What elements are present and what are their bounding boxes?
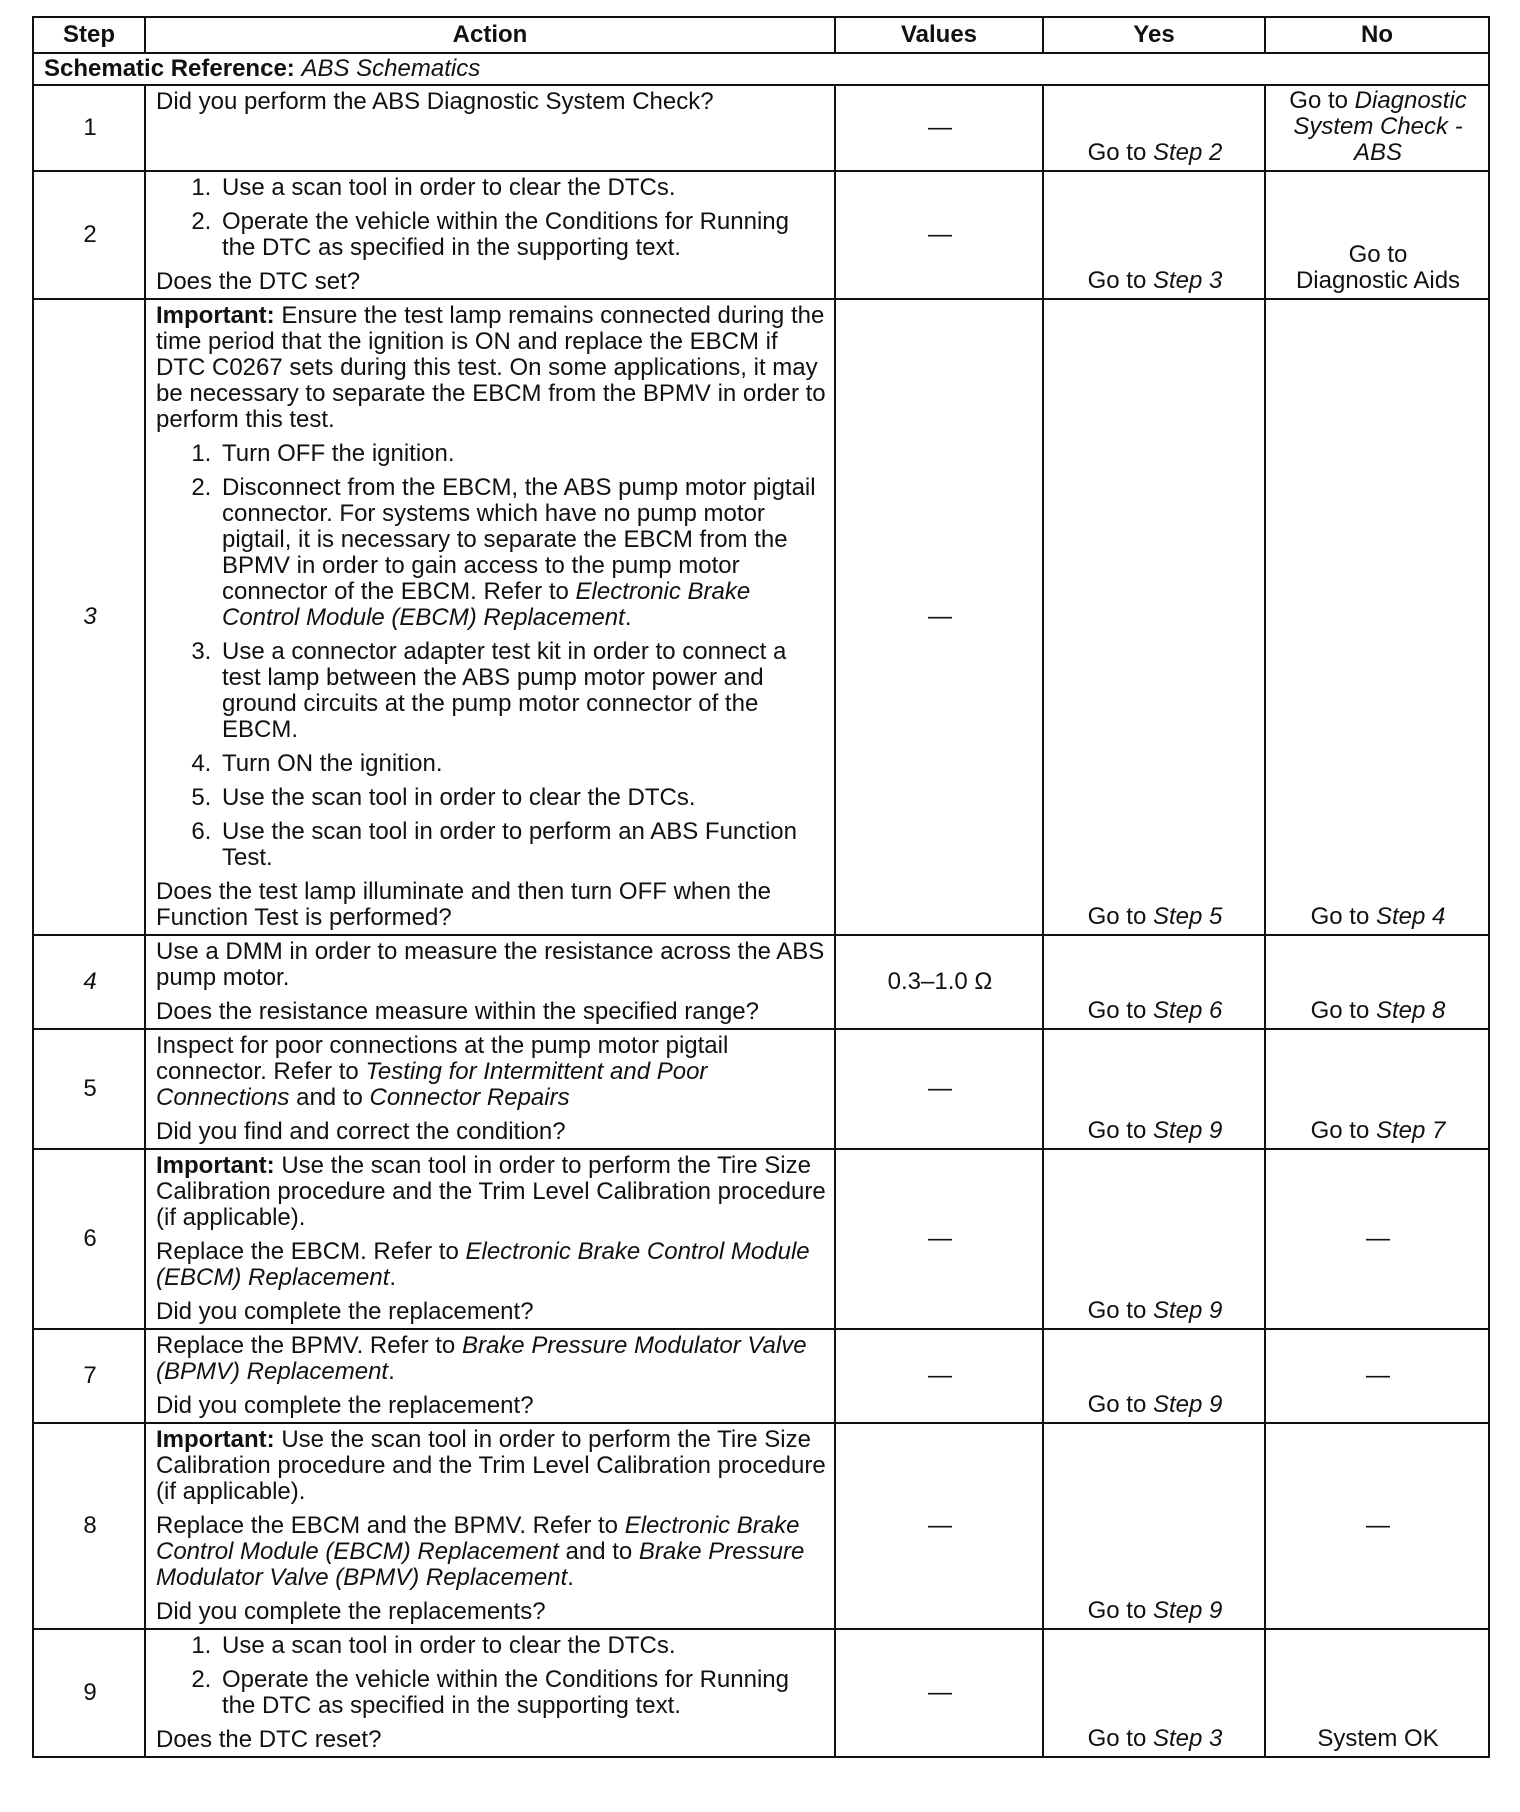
action-cell: [145, 299, 835, 935]
table-row: [33, 1329, 1489, 1423]
go-to-label: Go to: [1087, 997, 1147, 1024]
yes-cell: [1043, 171, 1265, 299]
header-row: [33, 17, 1489, 53]
no-step-link[interactable]: Step 4: [1375, 903, 1446, 930]
go-to-label: Go to: [1087, 903, 1147, 930]
procedure-item: 2. Operate the vehicle within the Conditions for Running the DTC as specified in the supporting text.: [218, 209, 826, 261]
question-text: Did you find and correct the condition?: [156, 1118, 566, 1145]
action-text: Replace the EBCM. Refer to Electronic Brake Control Module (EBCM) Replacement.: [156, 1238, 810, 1291]
table-row: [33, 299, 1489, 935]
yes-step-link[interactable]: Step 9: [1152, 1117, 1223, 1144]
value-cell: —: [835, 1629, 1043, 1757]
action-text: Replace the EBCM and the BPMV. Refer to Electronic Brake Control Module (EBCM) Replacement and to Brake Pressure Modulator Valve (BPMV) Replacement.: [156, 1512, 805, 1591]
important-label: Important:: [156, 1152, 275, 1179]
table-row: [33, 1629, 1489, 1757]
schematic-reference: [33, 53, 1489, 85]
reference-link[interactable]: Electronic Brake Control Module (EBCM) Replacement: [156, 1238, 810, 1291]
yes-cell: [1043, 1329, 1265, 1423]
yes-step-link[interactable]: Step 6: [1152, 997, 1223, 1024]
no-link[interactable]: Diagnostic System Check - ABS: [1293, 87, 1467, 166]
value-cell: —: [835, 85, 1043, 171]
yes-cell: [1043, 85, 1265, 171]
question-text: Does the resistance measure within the specified range?: [156, 998, 759, 1025]
diagnostic-table: [32, 16, 1490, 1758]
important-note: [156, 1153, 826, 1231]
reference-link[interactable]: Electronic Brake Control Module (EBCM) Replacement: [156, 1512, 800, 1565]
value-cell: —: [835, 1029, 1043, 1149]
go-to-label: Go to: [1310, 903, 1370, 930]
schematic-row: [33, 53, 1489, 85]
no-cell: [1265, 85, 1489, 171]
step-number: 8: [33, 1423, 145, 1629]
procedure-item: 1. Turn OFF the ignition.: [218, 441, 826, 467]
diagnostic-table-wrapper: [32, 16, 1488, 1758]
reference-link[interactable]: Connector Repairs: [369, 1084, 570, 1111]
yes-cell: [1043, 1149, 1265, 1329]
action-cell: [145, 1149, 835, 1329]
question-text: Does the DTC set?: [156, 268, 361, 295]
value-cell: —: [835, 1423, 1043, 1629]
yes-step-link[interactable]: Step 5: [1152, 903, 1223, 930]
no-cell: —: [1265, 1329, 1489, 1423]
action-text-part: and to: [296, 1084, 363, 1111]
go-to-label: Go to: [1087, 139, 1147, 166]
table-row: [33, 171, 1489, 299]
header-values: Values: [835, 17, 1043, 53]
no-step-link[interactable]: Step 8: [1375, 997, 1446, 1024]
yes-step-link[interactable]: Step 9: [1152, 1297, 1223, 1324]
reference-link[interactable]: Brake Pressure Modulator Valve (BPMV) Replacement: [156, 1538, 805, 1591]
procedure-list: [156, 441, 826, 871]
action-cell: [145, 171, 835, 299]
action-text: Replace the BPMV. Refer to Brake Pressure Modulator Valve (BPMV) Replacement.: [156, 1332, 807, 1385]
no-cell: [1265, 1029, 1489, 1149]
value-cell: 0.3–1.0 Ω: [835, 935, 1043, 1029]
action-cell: [145, 1329, 835, 1423]
go-to-label: Go to: [1087, 1725, 1147, 1752]
yes-step-link[interactable]: Step 9: [1152, 1597, 1223, 1624]
yes-cell: [1043, 935, 1265, 1029]
important-note: [156, 1427, 826, 1505]
action-text-part: Replace the EBCM. Refer to: [156, 1238, 459, 1265]
yes-step-link[interactable]: Step 2: [1152, 139, 1223, 166]
reference-link[interactable]: Testing for Intermittent and Poor Connections: [156, 1058, 708, 1111]
action-text-part: Inspect for poor connections at the pump motor pigtail connector. Refer to: [156, 1032, 729, 1085]
yes-cell: [1043, 1423, 1265, 1629]
reference-link[interactable]: Electronic Brake Control Module (EBCM) Replacement: [222, 578, 751, 631]
action-text-part: Replace the BPMV. Refer to: [156, 1332, 456, 1359]
procedure-item: 5. Use the scan tool in order to clear the DTCs.: [218, 785, 826, 811]
important-label: Important:: [156, 302, 275, 329]
no-cell: System OK: [1265, 1629, 1489, 1757]
question-text: Did you complete the replacement?: [156, 1392, 534, 1419]
action-text: [156, 1033, 826, 1111]
yes-cell: [1043, 299, 1265, 935]
schematic-link[interactable]: ABS Schematics: [301, 55, 481, 82]
procedure-item: 2. Operate the vehicle within the Conditions for Running the DTC as specified in the supporting text.: [218, 1667, 826, 1719]
procedure-item: 4. Turn ON the ignition.: [218, 751, 826, 777]
yes-step-link[interactable]: Step 3: [1152, 267, 1223, 294]
no-cell: —: [1265, 1423, 1489, 1629]
step-number: 3: [33, 299, 145, 935]
go-to-label: Go to: [1087, 267, 1147, 294]
important-label: Important:: [156, 1426, 275, 1453]
table-row: [33, 1423, 1489, 1629]
value-cell: —: [835, 1149, 1043, 1329]
go-to-label: Go to: [1289, 87, 1348, 114]
no-cell: —: [1265, 1149, 1489, 1329]
action-text-part: and to: [565, 1538, 633, 1565]
go-to-label: Go to: [1348, 241, 1408, 268]
header-step: Step: [33, 17, 145, 53]
yes-step-link[interactable]: Step 9: [1152, 1391, 1223, 1418]
important-note: [156, 303, 826, 433]
action-cell: [145, 935, 835, 1029]
go-to-label: Go to: [1087, 1391, 1147, 1418]
procedure-text: Disconnect from the EBCM, the ABS pump motor pigtail connector. For systems which have no pump motor pigtail, it is necessary to separate the EBCM from the BPMV in order to gain access to the pump motor connector of the EBCM. Refer to: [222, 474, 816, 605]
important-text: Use the scan tool in order to perform the Tire Size Calibration procedure and the Trim Level Calibration procedure (if applicable).: [156, 1152, 826, 1231]
value-cell: —: [835, 171, 1043, 299]
important-text: Use the scan tool in order to perform the Tire Size Calibration procedure and the Trim Level Calibration procedure (if applicable).: [156, 1426, 826, 1505]
question-text: Did you complete the replacement?: [156, 1298, 534, 1325]
no-cell: [1265, 299, 1489, 935]
schematic-label: Schematic Reference:: [44, 55, 295, 82]
step-number: 2: [33, 171, 145, 299]
step-number: 7: [33, 1329, 145, 1423]
action-cell: [145, 1423, 835, 1629]
action-cell: [145, 1629, 835, 1757]
no-step-link[interactable]: Step 7: [1375, 1117, 1446, 1144]
go-to-label: Go to: [1310, 997, 1370, 1024]
question-text: Does the test lamp illuminate and then turn OFF when the Function Test is performed?: [156, 878, 771, 931]
go-to-label: Go to: [1087, 1297, 1147, 1324]
table-row: [33, 935, 1489, 1029]
header-action: Action: [145, 17, 835, 53]
yes-cell: [1043, 1029, 1265, 1149]
value-cell: —: [835, 1329, 1043, 1423]
action-text: Use a DMM in order to measure the resistance across the ABS pump motor.: [156, 938, 825, 991]
procedure-item: 3. Use a connector adapter test kit in order to connect a test lamp between the ABS pump motor power and ground circuits at the pump motor connector of the EBCM.: [218, 639, 826, 743]
value-cell: —: [835, 299, 1043, 935]
go-to-label: Go to: [1087, 1597, 1147, 1624]
procedure-item: 6. Use the scan tool in order to perform an ABS Function Test.: [218, 819, 826, 871]
step-number: 6: [33, 1149, 145, 1329]
no-link[interactable]: Diagnostic Aids: [1295, 267, 1461, 294]
reference-link[interactable]: Brake Pressure Modulator Valve (BPMV) Replacement: [156, 1332, 807, 1385]
action-text-part: Replace the EBCM and the BPMV. Refer to: [156, 1512, 619, 1539]
no-cell: [1265, 171, 1489, 299]
step-number: 1: [33, 85, 145, 171]
step-number: 5: [33, 1029, 145, 1149]
go-to-label: Go to: [1310, 1117, 1370, 1144]
procedure-list: [156, 1633, 826, 1719]
step-number: 4: [33, 935, 145, 1029]
question-text: Did you complete the replacements?: [156, 1598, 546, 1625]
procedure-item: 1. Use a scan tool in order to clear the DTCs.: [218, 175, 826, 201]
procedure-item: 2. Disconnect from the EBCM, the ABS pump motor pigtail connector. For systems which have no pump motor pigtail, it is necessary to separate the EBCM from the BPMV in order to gain access to the pump motor connector of the EBCM. Refer to Electronic Brake Control Module (EBCM) Replacement.: [218, 475, 826, 631]
action-cell: [145, 85, 835, 171]
question-text: Does the DTC reset?: [156, 1726, 382, 1753]
question-text: Did you perform the ABS Diagnostic System Check?: [156, 88, 714, 115]
important-text: Ensure the test lamp remains connected during the time period that the ignition is ON and replace the EBCM if DTC C0267 sets during this test. On some applications, it may be necessary to separate the EBCM from the BPMV in order to perform this test.: [156, 302, 826, 433]
yes-cell: [1043, 1629, 1265, 1757]
no-cell: [1265, 935, 1489, 1029]
table-row: [33, 85, 1489, 171]
table-row: [33, 1149, 1489, 1329]
header-yes: Yes: [1043, 17, 1265, 53]
header-no: No: [1265, 17, 1489, 53]
procedure-item: 1. Use a scan tool in order to clear the DTCs.: [218, 1633, 826, 1659]
procedure-list: [156, 175, 826, 261]
step-number: 9: [33, 1629, 145, 1757]
yes-step-link[interactable]: Step 3: [1152, 1725, 1223, 1752]
go-to-label: Go to: [1087, 1117, 1147, 1144]
action-cell: [145, 1029, 835, 1149]
table-row: [33, 1029, 1489, 1149]
